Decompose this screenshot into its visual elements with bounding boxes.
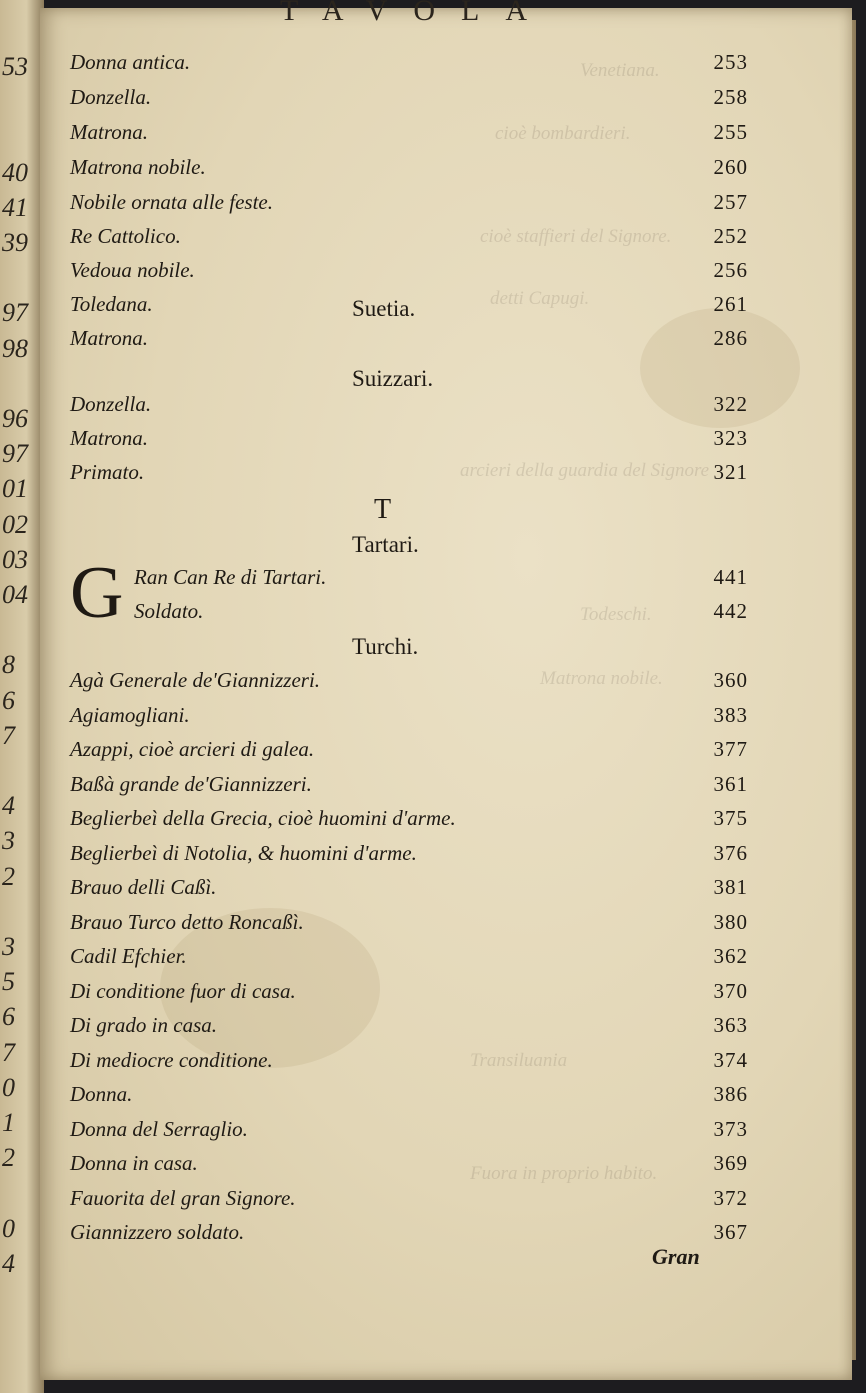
page-number: 386 xyxy=(713,1082,748,1106)
index-entry: Re Cattolico. 252 xyxy=(70,224,748,248)
page-number: 261 xyxy=(713,292,748,316)
page-number: 258 xyxy=(713,85,748,109)
page-number: 362 xyxy=(713,944,748,968)
index-entry: Ran Can Re di Tartari. 441 xyxy=(134,565,748,589)
margin-fragment: 6 xyxy=(2,685,15,715)
margin-fragment: 7 xyxy=(2,720,15,750)
page-number: 376 xyxy=(713,840,748,865)
margin-fragment: 5 xyxy=(2,967,15,997)
index-entry: Donna antica. 253 xyxy=(70,50,748,74)
index-entry: Matrona. 323 xyxy=(70,426,748,450)
margin-fragment: 98 xyxy=(2,333,28,363)
page-number: 372 xyxy=(713,1185,748,1210)
index-entry: Agà Generale de'Giannizzeri. 360 xyxy=(70,668,748,692)
margin-fragment: 3 xyxy=(2,826,15,856)
page-number: 367 xyxy=(713,1220,748,1244)
margin-fragment: 97 xyxy=(2,439,28,469)
page-number: 442 xyxy=(713,599,748,623)
index-entry: Brauo delli Caßì. 381 xyxy=(70,875,748,899)
margin-fragment: 02 xyxy=(2,509,28,539)
page-number: 257 xyxy=(713,190,748,214)
index-entry: Vedoua nobile. 256 xyxy=(70,258,748,282)
page-number: 286 xyxy=(713,326,748,350)
margin-fragment: 2 xyxy=(2,1143,15,1173)
previous-page-edge xyxy=(0,0,44,1393)
section-letter: T xyxy=(374,494,392,525)
index-entry: Azappi, cioè arcieri di galea. 377 xyxy=(70,737,748,761)
page-number: 370 xyxy=(713,978,748,1003)
margin-fragment: 1 xyxy=(2,1108,15,1137)
margin-fragment: 97 xyxy=(2,298,28,328)
index-entry: Matrona nobile. 260 xyxy=(70,155,748,179)
margin-fragment: 4 xyxy=(2,1248,15,1278)
page-number: 252 xyxy=(713,224,748,248)
index-entry: Donna. 386 xyxy=(70,1082,748,1106)
index-entry: Beglierbeì di Notolia, & huomini d'arme. 376 xyxy=(70,840,748,865)
page-number: 323 xyxy=(713,426,748,450)
margin-fragment: 39 xyxy=(2,228,28,257)
margin-fragment: 03 xyxy=(2,544,28,574)
margin-fragment: 8 xyxy=(2,650,15,680)
index-entry: Cadil Efchier. 362 xyxy=(70,944,748,968)
index-entry: Baßà grande de'Giannizzeri. 361 xyxy=(70,771,748,796)
index-entry: Di conditione fuor di casa. 370 xyxy=(70,978,748,1003)
margin-fragment: 6 xyxy=(2,1002,15,1032)
margin-fragment: 41 xyxy=(2,192,28,222)
page-number: 369 xyxy=(713,1151,748,1175)
index-entry: Donzella. 258 xyxy=(70,85,748,109)
page-number: 255 xyxy=(713,120,748,144)
page-number: 360 xyxy=(713,668,748,692)
page-number: 322 xyxy=(713,392,748,416)
page-number: 260 xyxy=(713,155,748,179)
index-entry: Di mediocre conditione. 374 xyxy=(70,1047,748,1072)
index-entry: Giannizzero soldato. 367 xyxy=(70,1220,748,1244)
index-entry: Primato. 321 xyxy=(70,460,748,484)
index-entry: Di grado in casa. 363 xyxy=(70,1013,748,1037)
index-entry: Soldato. 442 xyxy=(134,599,748,623)
margin-fragment: 53 xyxy=(2,52,28,81)
index-entry: Agiamogliani. 383 xyxy=(70,702,748,727)
index-entry: Matrona. 286 xyxy=(70,326,748,350)
margin-fragment: 04 xyxy=(2,580,28,609)
index-entry: Fauorita del gran Signore. 372 xyxy=(70,1185,748,1210)
book-page: Venetiana. cioè bombardieri. cioè staffieri del Signore. detti Capugi. arcieri della guardia del Signore Todeschi. Matrona nobile. Transiluania Fuora in proprio habito. TAVOLA Donna antica. 253 Donzella. 258 Matrona. 255 Matrona nobile. 260 Nobile ornata alle feste. 257 Re Cattolico. 252 Vedoua nobile. 256 Toledana. 261 Suetia. Matrona. 286 Suizzari. Donzella. 322 Matrona. 323 Primato. 321 T Tartari. G Ran Can Re di Tartari. 441 Soldato. 442 Turchi. Agà Generale de'Giannizzeri. 360 Agiamogliani. 383 Azappi, cioè arcieri di galea. 377 Baßà grande de'Giannizzeri. 361 Beglierbeì della Grecia, cioè huomini d'arme. 375 Beglierbeì di Notolia, & huomini d'arme. 376 Brauo delli Caßì. 381 Brauo Turco detto Roncaßì. 380 Cadil Efchier. 362 Di conditione fuor di casa. 370 Di grado in casa. 363 Di mediocre conditione. 374 Donna. 386 Donna del Serraglio. 373 Donna in casa. 369 Fauorita del gran Signore. 372 Giannizzero soldato. 367 Gran xyxy=(40,8,852,1380)
index-entry: Donna del Serraglio. 373 xyxy=(70,1116,748,1141)
page-number: 363 xyxy=(713,1013,748,1037)
page-number: 375 xyxy=(713,806,748,830)
margin-fragment: 40 xyxy=(2,157,28,187)
index-entry: Matrona. 255 xyxy=(70,120,748,144)
margin-fragment: 01 xyxy=(2,474,28,504)
page-number: 253 xyxy=(713,50,748,74)
margin-fragment: 7 xyxy=(2,1037,15,1067)
index-entry: Donzella. 322 xyxy=(70,392,748,416)
margin-fragment: 4 xyxy=(2,791,15,821)
index-entry: Brauo Turco detto Roncaßì. 380 xyxy=(70,909,748,934)
margin-fragment: 0 xyxy=(2,1072,15,1102)
index-entry: Toledana. 261 xyxy=(70,292,748,316)
catchword: Gran xyxy=(652,1244,700,1269)
drop-cap-initial: G xyxy=(70,552,124,634)
section-heading-suizzari: Suizzari. xyxy=(352,366,434,391)
page-number: 441 xyxy=(713,565,748,589)
page-number: 361 xyxy=(713,771,748,796)
index-entry: Nobile ornata alle feste. 257 xyxy=(70,190,748,214)
index-entry: Beglierbeì della Grecia, cioè huomini d'arme. 375 xyxy=(70,806,748,830)
running-head: TAVOLA xyxy=(280,0,554,24)
margin-fragment: 0 xyxy=(2,1213,15,1243)
index-entry: Donna in casa. 369 xyxy=(70,1151,748,1175)
page-number: 383 xyxy=(713,702,748,727)
page-number: 374 xyxy=(713,1047,748,1072)
section-heading-tartari: Tartari. xyxy=(352,532,419,557)
margin-fragment: 96 xyxy=(2,404,28,433)
section-heading-suetia: Suetia. xyxy=(352,296,416,321)
page-number: 321 xyxy=(713,460,748,484)
page-number: 381 xyxy=(713,875,748,899)
page-number: 373 xyxy=(713,1116,748,1141)
margin-fragment: 3 xyxy=(2,932,15,961)
margin-fragment: 2 xyxy=(2,861,15,891)
section-heading-turchi: Turchi. xyxy=(352,634,419,659)
page-number: 380 xyxy=(713,909,748,934)
page-number: 377 xyxy=(713,737,748,761)
page-number: 256 xyxy=(713,258,748,282)
